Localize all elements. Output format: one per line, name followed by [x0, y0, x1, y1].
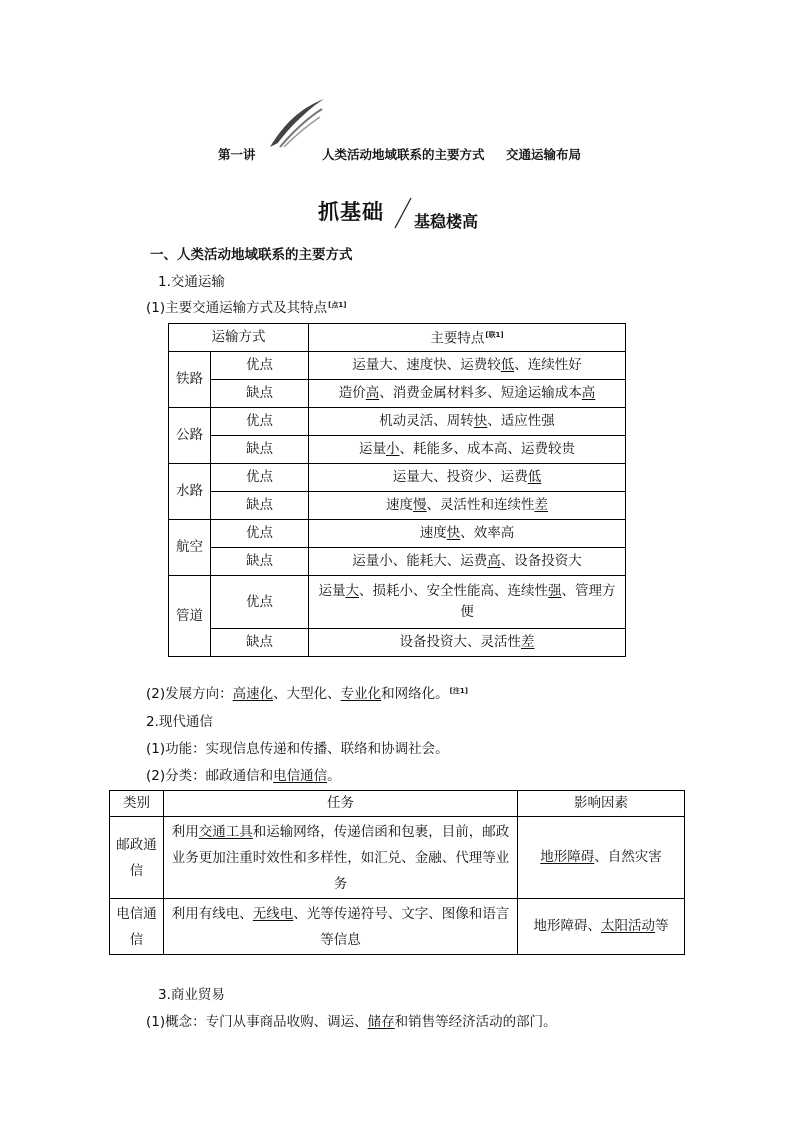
header-task: 任务	[164, 791, 518, 817]
type-postal: 邮政通信	[110, 817, 164, 899]
water-adv: 运量大、投资少、运费低	[309, 464, 626, 492]
note-tag: [注1]	[449, 686, 468, 695]
factor-postal: 地形障碍、自然灾害	[518, 817, 685, 899]
communication-function: (1)功能：实现信息传递和传播、联络和协调社会。	[146, 741, 449, 757]
mode-air: 航空	[169, 520, 211, 576]
commerce-concept: (1)概念：专门从事商品收购、调运、储存和销售等经济活动的部门。	[146, 1014, 557, 1030]
road-dis: 运量小、耗能多、成本高、运费较贵	[309, 436, 626, 464]
header-feature: 主要特点[联1]	[309, 324, 626, 352]
type-telecom: 电信通信	[110, 899, 164, 955]
railway-adv: 运量大、速度快、运费较低、连续性好	[309, 352, 626, 380]
dis-label: 缺点	[211, 548, 309, 576]
task-telecom: 利用有线电、无线电、光等传递符号、文字、图像和语言等信息	[164, 899, 518, 955]
dis-label: 缺点	[211, 380, 309, 408]
header-factor: 影响因素	[518, 791, 685, 817]
transport-table	[168, 323, 626, 657]
dis-label: 缺点	[211, 492, 309, 520]
air-dis: 运量小、能耗大、运费高、设备投资大	[309, 548, 626, 576]
mode-water: 水路	[169, 464, 211, 520]
dis-label: 缺点	[211, 629, 309, 657]
item-commerce: 3.商业贸易	[158, 987, 225, 1003]
link-tag: [联1]	[485, 331, 504, 340]
pipeline-dis: 设备投资大、灵活性差	[309, 629, 626, 657]
mode-railway: 铁路	[169, 352, 211, 408]
task-postal: 利用交通工具和运输网络，传递信函和包裹，目前，邮政业务更加注重时效性和多样性，如汇兑、金融、代理等业务	[164, 817, 518, 899]
adv-label: 优点	[211, 408, 309, 436]
adv-label: 优点	[211, 464, 309, 492]
communication-classification: (2)分类：邮政通信和电信通信。	[146, 768, 341, 784]
point-tag: [点1]	[328, 300, 347, 309]
swoosh-logo-icon	[268, 97, 326, 149]
section-heading: 一、人类活动地域联系的主要方式	[150, 247, 353, 263]
mode-road: 公路	[169, 408, 211, 464]
header-type: 类别	[110, 791, 164, 817]
adv-label: 优点	[211, 520, 309, 548]
header-mode: 运输方式	[169, 324, 309, 352]
lecture-number: 第一讲	[218, 147, 256, 162]
mode-pipeline: 管道	[169, 576, 211, 657]
water-dis: 速度慢、灵活性和连续性差	[309, 492, 626, 520]
railway-dis: 造价高、消费金属材料多、短途运输成本高	[309, 380, 626, 408]
dis-label: 缺点	[211, 436, 309, 464]
item-transport: 1.交通运输	[158, 274, 225, 290]
divider-slash-icon	[393, 196, 413, 230]
road-adv: 机动灵活、周转快、适应性强	[309, 408, 626, 436]
adv-label: 优点	[211, 576, 309, 629]
banner-sub: 基稳楼高	[414, 212, 479, 231]
adv-label: 优点	[211, 352, 309, 380]
air-adv: 速度快、效率高	[309, 520, 626, 548]
paragraph-transport-modes	[146, 296, 346, 316]
lecture-subtitle: 交通运输布局	[506, 147, 582, 162]
item-communication: 2.现代通信	[146, 714, 213, 730]
paragraph-text: (1)主要交通运输方式及其特点	[146, 300, 328, 316]
factor-telecom: 地形障碍、太阳活动等	[518, 899, 685, 955]
lecture-title: 人类活动地域联系的主要方式	[322, 147, 485, 162]
development-direction: (2)发展方向：高速化、大型化、专业化和网络化。[注1]	[146, 686, 468, 702]
communication-table	[109, 790, 685, 955]
banner-main: 抓基础	[318, 200, 384, 224]
pipeline-adv: 运量大、损耗小、安全性能高、连续性强、管理方便	[309, 576, 626, 629]
